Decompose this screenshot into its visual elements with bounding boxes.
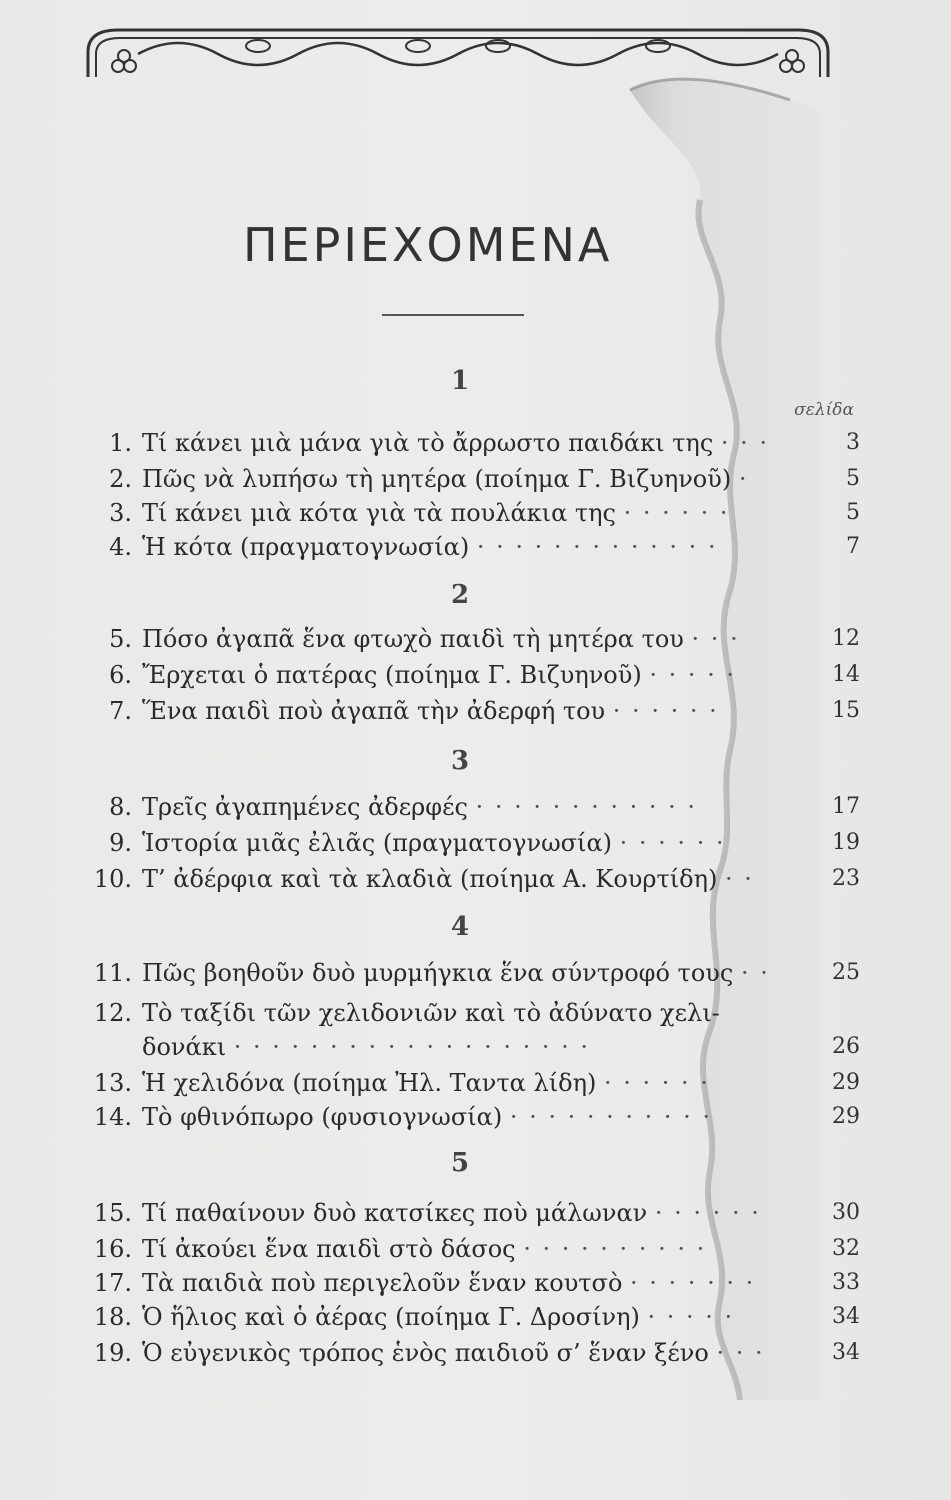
entry-number: 6. — [109, 661, 132, 689]
entry-leader: · · · · · · — [603, 1069, 710, 1097]
entry-page: 7 — [846, 534, 860, 559]
entry-title: Ἱστορία μιᾶς ἐλιᾶς (πραγματογνωσία) — [142, 829, 613, 857]
entry-number: 5. — [109, 625, 132, 653]
toc-entry — [86, 1336, 786, 1370]
entry-title: Πῶς νὰ λυπήσω τὴ μητέρα (ποίημα Γ. Βιζυηνοῦ) — [142, 465, 732, 493]
entry-page: 29 — [832, 1104, 860, 1129]
entry-title: Ὁ ἥλιος καὶ ὁ ἀέρας (ποίημα Γ. Δροσίνη) — [142, 1303, 640, 1331]
entry-leader: · · · · · · · · · · · — [509, 1103, 713, 1131]
toc-entry — [86, 496, 786, 530]
entry-page: 30 — [832, 1200, 860, 1225]
entry-page: 33 — [832, 1270, 860, 1295]
entry-leader: · · · — [691, 625, 740, 653]
entry-leader: · · · · · · · — [630, 1269, 756, 1297]
toc-entry — [86, 1196, 786, 1230]
toc-entry — [86, 1300, 786, 1334]
section-number: 4 — [450, 912, 470, 942]
entry-number: 9. — [109, 829, 132, 857]
entry-number: 16. — [93, 1235, 132, 1263]
toc-entry — [86, 956, 786, 990]
entry-page: 12 — [832, 626, 860, 651]
entry-number: 15. — [93, 1199, 132, 1227]
toc-entry — [86, 694, 786, 728]
entry-leader: · · · · · · · · · · · · · — [476, 533, 718, 561]
entry-leader: · · · · · · — [612, 697, 719, 725]
entry-title: Ἡ χελιδόνα (ποίημα Ἠλ. Ταντα λίδη) — [142, 1069, 597, 1097]
entry-leader: · · · · · — [649, 661, 737, 689]
entry-number: 2. — [109, 465, 132, 493]
entry-page: 26 — [832, 1034, 860, 1059]
entry-number: 1. — [109, 429, 132, 457]
section-number: 5 — [450, 1148, 470, 1178]
entry-leader: · · · · · · — [619, 829, 726, 857]
entry-title: Τί ἀκούει ἕνα παιδὶ στὸ δάσος — [142, 1235, 516, 1263]
entry-title: Τὸ φθινόπωρο (φυσιογνωσία) — [142, 1103, 503, 1131]
entry-page: 34 — [832, 1340, 860, 1365]
toc-entry — [86, 1232, 786, 1266]
toc-entry — [86, 790, 786, 824]
toc-entry — [86, 1266, 786, 1300]
header-ornament — [78, 22, 838, 80]
entry-title: Ὁ εὐγενικὸς τρόπος ἑνὸς παιδιοῦ σ’ ἕναν ξένο — [142, 1339, 709, 1367]
entry-page: 19 — [832, 830, 860, 855]
entry-title: δονάκι — [142, 1033, 227, 1061]
entry-title: Τί κάνει μιὰ κότα γιὰ τὰ πουλάκια της — [142, 499, 616, 527]
entry-page: 23 — [832, 866, 860, 891]
entry-number: 3. — [109, 499, 132, 527]
section-number: 3 — [450, 746, 470, 776]
entry-page: 34 — [832, 1304, 860, 1329]
section-number: 1 — [450, 366, 470, 396]
entry-page: 15 — [832, 698, 860, 723]
page-title: ΠΕΡΙΕΧΟΜΕΝΑ — [243, 218, 613, 272]
entry-number: 19. — [93, 1339, 132, 1367]
entry-leader: · · · · · · — [623, 499, 730, 527]
entry-title: Τί παθαίνουν δυὸ κατσίκες ποὺ μάλωναν — [142, 1199, 648, 1227]
entry-title: Τὰ παιδιὰ ποὺ περιγελοῦν ἕναν κουτσὸ — [142, 1269, 623, 1297]
entry-title: Πόσο ἀγαπᾶ ἕνα φτωχὸ παιδὶ τὴ μητέρα του — [142, 625, 684, 653]
toc-entry — [86, 622, 786, 656]
entry-leader: · · · · · · · · · · · · · · · · · · · — [233, 1033, 591, 1061]
entry-number: 11. — [93, 959, 132, 987]
entry-page: 14 — [832, 662, 860, 687]
entry-title: Ἕνα παιδὶ ποὺ ἀγαπᾶ τὴν ἀδερφή του — [142, 697, 606, 725]
entry-page: 3 — [846, 430, 860, 455]
toc-entry — [86, 462, 786, 496]
entry-leader: · · · · · — [647, 1303, 735, 1331]
toc-entry — [86, 658, 786, 692]
entry-page: 5 — [846, 500, 860, 525]
entry-number: 10. — [93, 865, 132, 893]
entry-number: 14. — [93, 1103, 132, 1131]
entry-leader: · · — [724, 865, 754, 893]
entry-page: 32 — [832, 1236, 860, 1261]
entry-number: 13. — [93, 1069, 132, 1097]
entry-title: Ἔρχεται ὁ πατέρας (ποίημα Γ. Βιζυηνοῦ) — [142, 661, 642, 689]
toc-entry — [86, 1066, 786, 1100]
entry-title: Τί κάνει μιὰ μάνα γιὰ τὸ ἄρρωστο παιδάκι της — [142, 429, 714, 457]
entry-number: 18. — [93, 1303, 132, 1331]
page-column-label: σελίδα — [794, 400, 854, 420]
entry-leader: · · · · · · · · · · · · — [475, 793, 698, 821]
entry-number: 8. — [109, 793, 132, 821]
entry-number: 7. — [109, 697, 132, 725]
toc-entry — [86, 426, 786, 460]
entry-page: 25 — [832, 960, 860, 985]
toc-entry — [86, 996, 786, 1030]
entry-leader: · — [738, 465, 749, 493]
entry-page: 29 — [832, 1070, 860, 1095]
entry-leader: · · — [740, 959, 770, 987]
entry-title: Τὸ ταξίδι τῶν χελιδονιῶν καὶ τὸ ἀδύνατο χελι- — [142, 999, 720, 1027]
entry-leader: · · · — [716, 1339, 765, 1367]
section-number: 2 — [450, 580, 470, 610]
entry-title: Τ’ ἀδέρφια καὶ τὰ κλαδιὰ (ποίημα Α. Κουρτίδη) — [142, 865, 718, 893]
entry-leader: · · · · · · — [654, 1199, 761, 1227]
toc-entry — [86, 1030, 786, 1064]
entry-page: 5 — [846, 466, 860, 491]
toc-entry — [86, 826, 786, 860]
title-rule — [382, 314, 524, 316]
entry-number: 12. — [93, 999, 132, 1027]
entry-title: Τρεῖς ἀγαπημένες ἀδερφές — [142, 793, 468, 821]
entry-leader: · · · · · · · · · · — [523, 1235, 707, 1263]
toc-entry — [86, 1100, 786, 1134]
toc-entry — [86, 530, 786, 564]
entry-number: 17. — [93, 1269, 132, 1297]
entry-page: 17 — [832, 794, 860, 819]
toc-entry — [86, 862, 786, 896]
entry-title: Πῶς βοηθοῦν δυὸ μυρμήγκια ἕνα σύντροφό τους — [142, 959, 734, 987]
entry-leader: · · · — [720, 429, 770, 457]
entry-title: Ἡ κότα (πραγματογνωσία) — [142, 533, 470, 561]
entry-number: 4. — [109, 533, 132, 561]
